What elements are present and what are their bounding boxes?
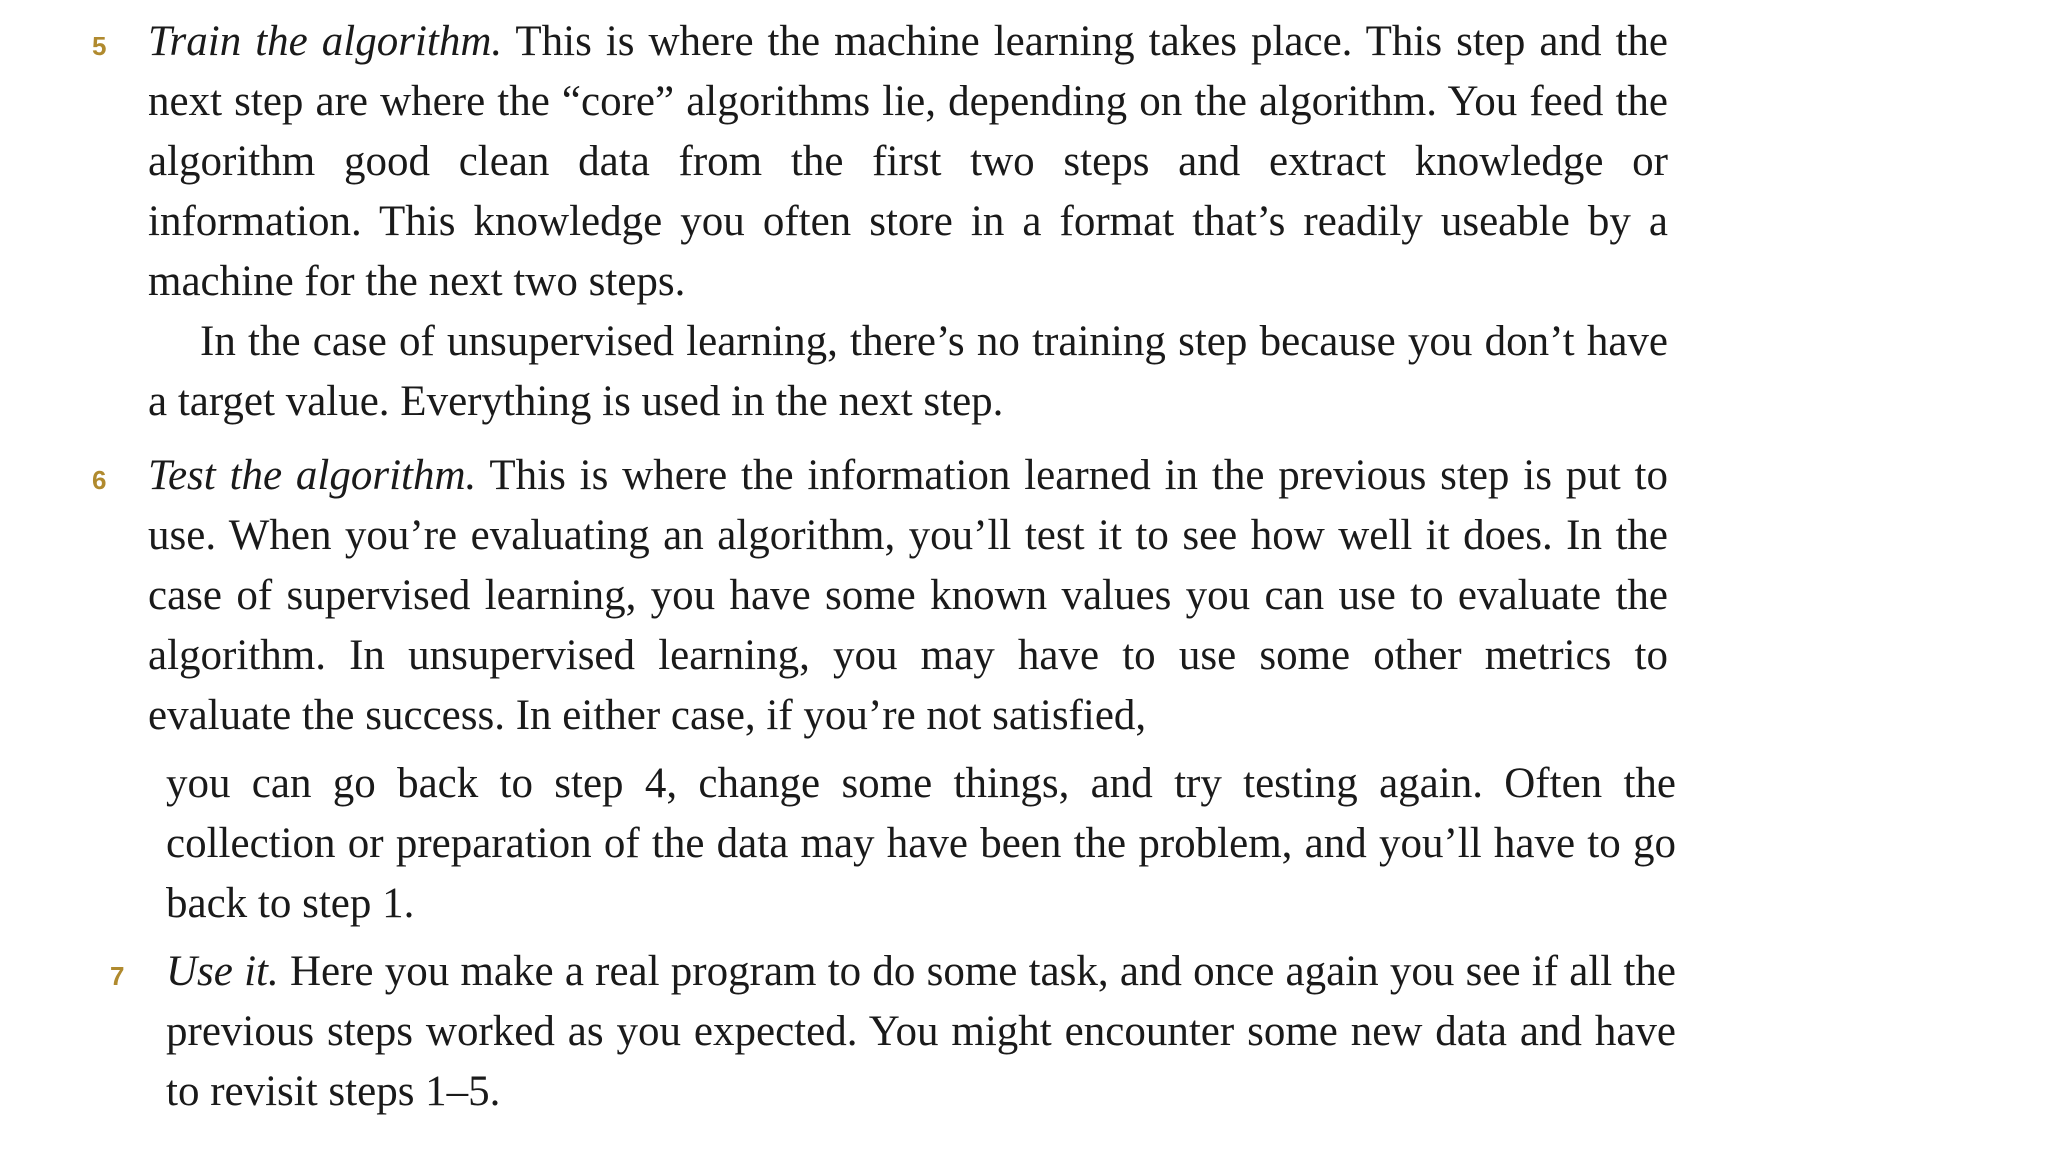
step-number: 7 (110, 961, 125, 991)
step-7 (110, 942, 1676, 1122)
step-text: This is where the information learned in the previous step is put to use. When you’re evaluating an algorithm, you’ll test it to see how well it does. In the case of supervised learning, you have some known values you can use to evaluate the algorithm. In unsupervised learning, you may have to use some other metrics to evaluate the success. In either case, if you’re not satisfied, (148, 452, 1668, 739)
step-text: This is where the machine learning takes place. This step and the next step are where the “core” algorithms lie, depending on the algorithm. You feed the algorithm good clean data from the first two steps and extract knowledge or information. This knowledge you often store in a format that’s readily useable by a machine for the next two steps. (148, 18, 1668, 305)
step-lead: Use it. (166, 948, 279, 995)
step-paragraph (148, 12, 1668, 312)
step-paragraph: you can go back to step 4, change some things, and try testing again. Often the collection or preparation of the data may have been the problem, and you’ll have to go back to step 1. (166, 760, 1676, 927)
step-number: 5 (92, 31, 107, 61)
step-lead: Test the algorithm. (148, 452, 477, 499)
step-paragraph (166, 942, 1676, 1122)
step-paragraph (148, 446, 1668, 746)
step-text: Here you make a real program to do some task, and once again you see if all the previous steps worked as you expected. You might encounter some new data and have to revisit steps 1–5. (166, 948, 1676, 1115)
step-lead: Train the algorithm. (148, 18, 503, 65)
step-5 (92, 12, 1668, 432)
step-number: 6 (92, 465, 107, 495)
step-paragraph-2: In the case of unsupervised learning, there’s no training step because you don’t have a target value. Everything is used in the next step. (148, 318, 1668, 425)
step-6 (92, 446, 1668, 746)
step-6-continuation (166, 754, 1676, 934)
